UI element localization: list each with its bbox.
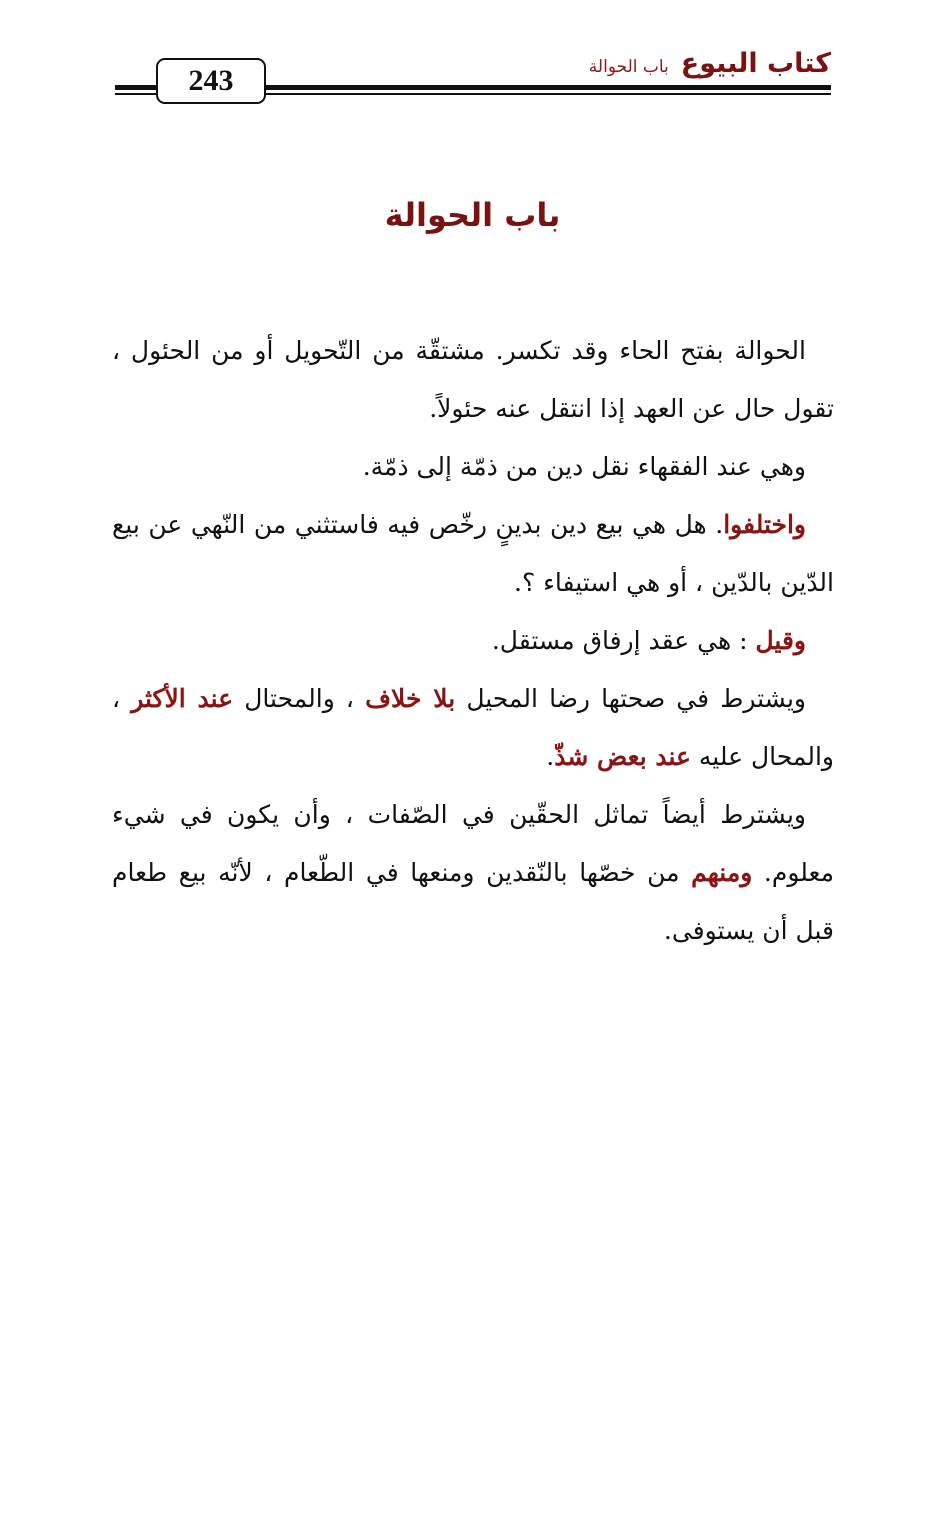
- paragraph-text: .: [546, 742, 555, 771]
- highlight-term: ومنهم: [691, 858, 753, 887]
- highlight-term: وقيل: [755, 626, 806, 655]
- paragraph-text: . هل هي بيع دين بدينٍ رخّص فيه فاستثني من النّهي عن بيع الدّين بالدّين ، أو هي استيفاء ؟.: [112, 510, 834, 597]
- chapter-reference: باب الحوالة: [588, 57, 669, 77]
- paragraph-text: من خصّها بالنّقدين ومنعها في الطّعام ، لأنّه بيع طعام قبل أن يستوفى.: [112, 858, 834, 945]
- paragraph-5: [112, 670, 834, 786]
- paragraph-text: ويشترط في صحتها رضا المحيل: [455, 684, 807, 713]
- paragraph-6: [112, 786, 834, 960]
- paragraph-text: ويشترط أيضاً تماثل الحقّين في الصّفات ، وأن يكون في شيء معلوم.: [112, 800, 834, 887]
- paragraph-text: : هي عقد إرفاق مستقل.: [491, 626, 756, 655]
- paragraph-4: [112, 612, 834, 670]
- body-text: [112, 322, 834, 960]
- paragraph-2: وهي عند الفقهاء نقل دين من ذمّة إلى ذمّة.: [362, 452, 806, 481]
- paragraph-1: الحوالة بفتح الحاء وقد تكسر. مشتقّة من التّحويل أو من الحئول ، تقول حال عن العهد إذا انتقل عنه حئولاً.: [112, 336, 834, 423]
- paragraph-text: ، والمحتال: [233, 684, 366, 713]
- highlight-term: عند بعض شذّ: [554, 742, 691, 771]
- paragraph-text: ، والمحال عليه: [112, 684, 834, 771]
- highlight-term: بلا خلاف: [365, 684, 456, 713]
- page-number: 243: [156, 58, 266, 104]
- highlight-term: عند الأكثر: [131, 684, 234, 713]
- book-title: كتاب البيوع: [680, 48, 831, 79]
- chapter-title: باب الحوالة: [384, 196, 561, 234]
- page-header: [0, 0, 945, 120]
- running-head: [589, 48, 831, 79]
- highlight-term: واختلفوا: [723, 510, 806, 539]
- paragraph-3: [112, 496, 834, 612]
